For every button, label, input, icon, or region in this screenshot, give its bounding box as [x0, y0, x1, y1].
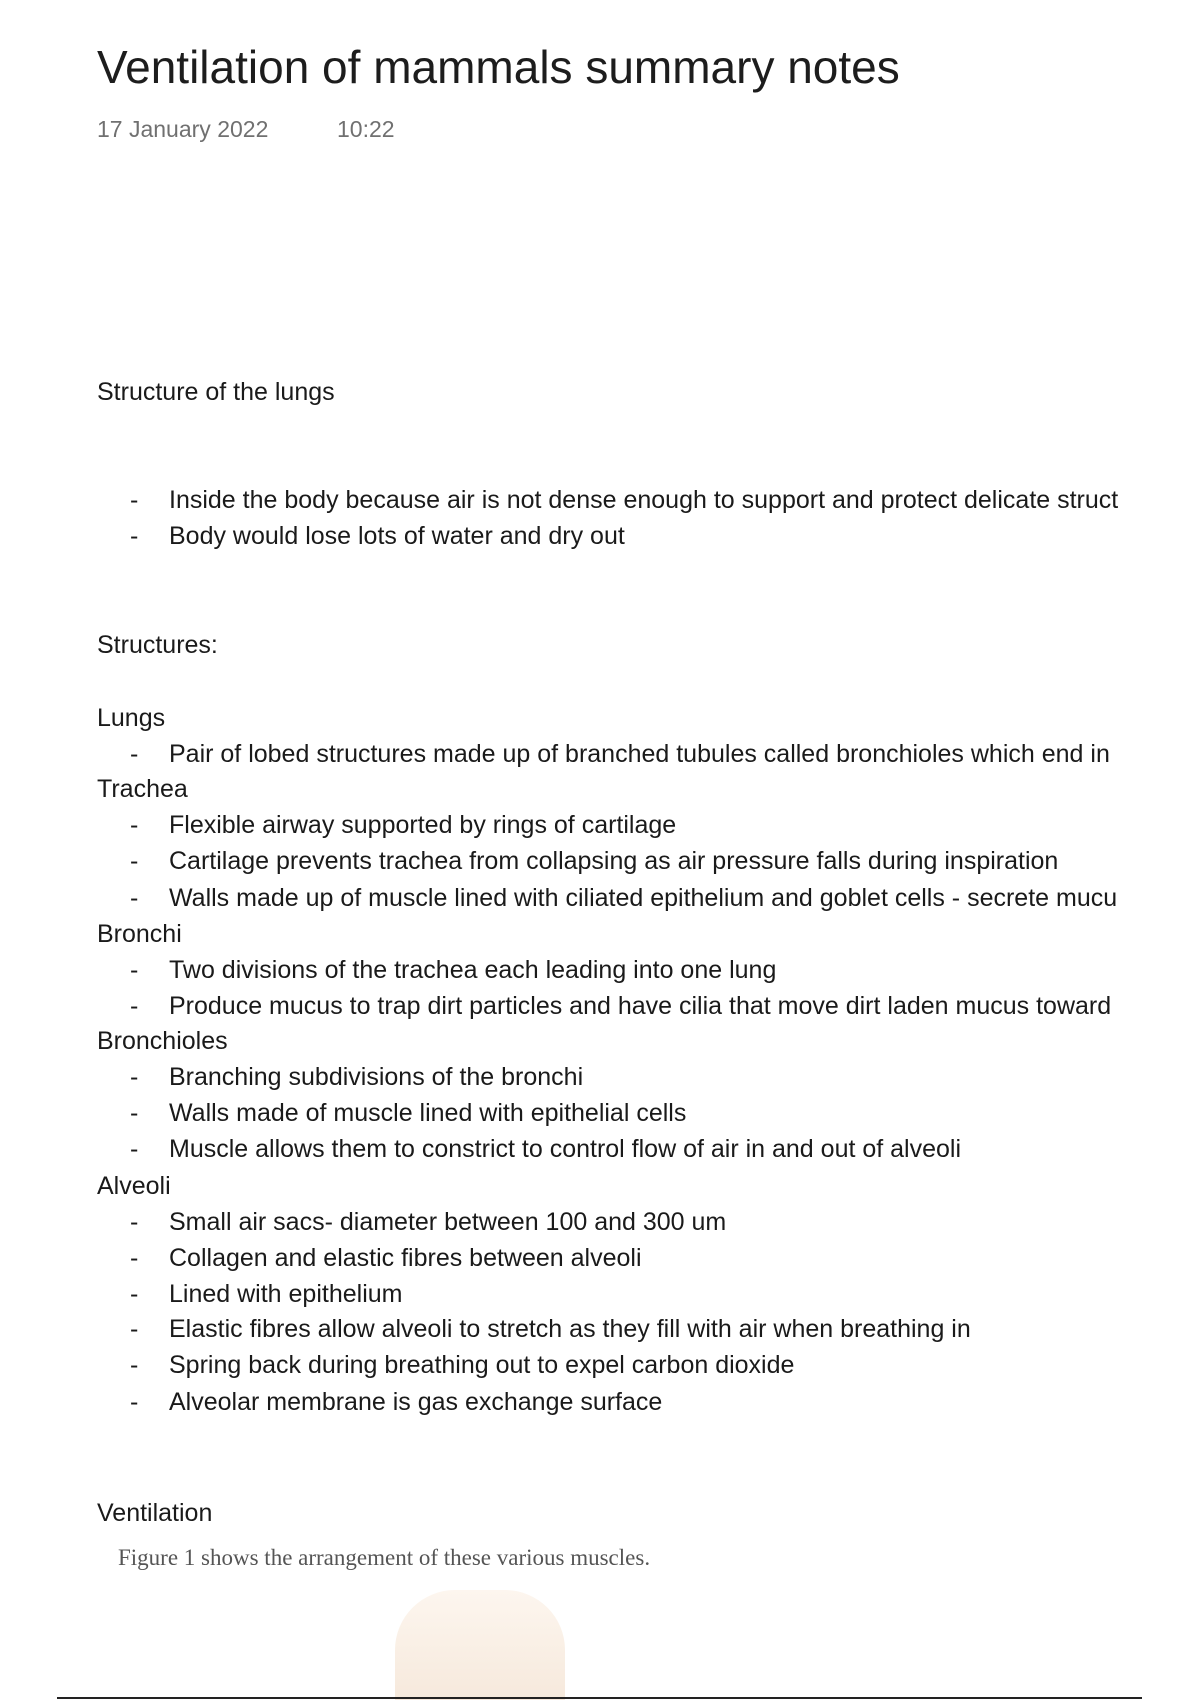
section-heading-structure: Structure of the lungs: [97, 378, 335, 406]
bottom-rule: [57, 1697, 1142, 1699]
figure-image-fragment: [395, 1590, 565, 1700]
bullet-dash: -: [130, 1099, 139, 1127]
section-heading-structures: Structures:: [97, 631, 218, 659]
bullet-dash: -: [130, 1280, 139, 1308]
section-heading-ventilation: Ventilation: [97, 1499, 213, 1527]
bullet-dash: -: [130, 884, 139, 912]
bullet-dash: -: [130, 1388, 139, 1416]
note-date: 17 January 2022: [97, 116, 269, 142]
bullet-dash: -: [130, 956, 139, 984]
note-time: 10:22: [337, 116, 395, 142]
page-title: Ventilation of mammals summary notes: [97, 41, 900, 93]
bullet-dash: -: [130, 486, 139, 514]
bullet-dash: -: [130, 992, 139, 1020]
group-title-lungs: Lungs: [97, 704, 166, 732]
bullet-dash: -: [130, 847, 139, 875]
bullet-dash: -: [130, 1351, 139, 1379]
bullet-dash: -: [130, 740, 139, 768]
group-title-alveoli: Alveoli: [97, 1172, 171, 1200]
bullet-dash: -: [130, 1315, 139, 1343]
group-title-trachea: Trachea: [97, 775, 188, 803]
bullet-dash: -: [130, 1244, 139, 1272]
bullet-dash: -: [130, 522, 139, 550]
group-title-bronchi: Bronchi: [97, 920, 182, 948]
figure-caption: Figure 1 shows the arrangement of these various muscles.: [118, 1545, 651, 1570]
bullet-dash: -: [130, 1208, 139, 1236]
group-title-bronchioles: Bronchioles: [97, 1027, 228, 1055]
bullet-dash: -: [130, 1063, 139, 1091]
bullet-dash: -: [130, 1135, 139, 1163]
bullet-dash: -: [130, 811, 139, 839]
